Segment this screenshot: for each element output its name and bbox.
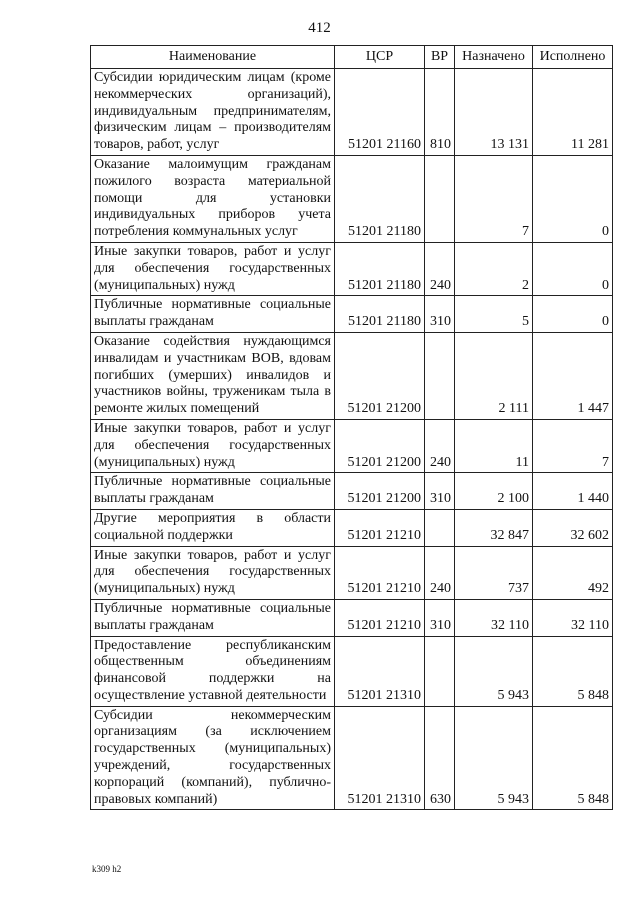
cell-vr — [425, 636, 455, 706]
cell-assigned: 2 — [455, 242, 533, 295]
cell-executed: 5 848 — [533, 636, 613, 706]
cell-vr: 810 — [425, 69, 455, 156]
cell-executed: 0 — [533, 296, 613, 333]
cell-csr: 51201 21160 — [335, 69, 425, 156]
cell-name: Иные закупки товаров, работ и услуг для обеспечения государственных (муниципальных) нужд — [91, 242, 335, 295]
cell-executed: 0 — [533, 242, 613, 295]
cell-name: Другие мероприятия в области социальной поддержки — [91, 509, 335, 546]
cell-name: Иные закупки товаров, работ и услуг для обеспечения государственных (муниципальных) нужд — [91, 419, 335, 472]
cell-name: Оказание содействия нуждающимся инвалидам и участникам ВОВ, вдовам погибших (умерших) инвалидов и участников войны, труженикам тыла в ремонте жилых помещений — [91, 332, 335, 419]
cell-name: Публичные нормативные социальные выплаты гражданам — [91, 473, 335, 510]
table-row — [91, 473, 613, 510]
footer-code: k309 h2 — [92, 864, 122, 874]
cell-csr: 51201 21180 — [335, 155, 425, 242]
cell-executed: 32 602 — [533, 509, 613, 546]
cell-csr: 51201 21310 — [335, 636, 425, 706]
table-row — [91, 419, 613, 472]
cell-name: Публичные нормативные социальные выплаты гражданам — [91, 296, 335, 333]
cell-assigned: 7 — [455, 155, 533, 242]
cell-vr: 240 — [425, 419, 455, 472]
cell-assigned: 11 — [455, 419, 533, 472]
cell-executed: 0 — [533, 155, 613, 242]
cell-executed: 11 281 — [533, 69, 613, 156]
cell-vr: 310 — [425, 296, 455, 333]
cell-csr: 51201 21180 — [335, 242, 425, 295]
cell-csr: 51201 21210 — [335, 546, 425, 599]
table-row — [91, 296, 613, 333]
header-assigned: Назначено — [455, 46, 533, 69]
cell-assigned: 2 111 — [455, 332, 533, 419]
cell-vr: 630 — [425, 706, 455, 810]
table-body — [91, 69, 613, 810]
cell-name: Оказание малоимущим гражданам пожилого возраста материальной помощи для установки индивидуальных приборов учета потребления коммунальных услуг — [91, 155, 335, 242]
table-row — [91, 546, 613, 599]
cell-vr: 310 — [425, 473, 455, 510]
cell-executed: 7 — [533, 419, 613, 472]
table-row — [91, 155, 613, 242]
cell-vr — [425, 332, 455, 419]
cell-csr: 51201 21310 — [335, 706, 425, 810]
table-header-row — [91, 46, 613, 69]
table-row — [91, 706, 613, 810]
cell-executed: 1 447 — [533, 332, 613, 419]
cell-vr: 310 — [425, 599, 455, 636]
budget-table — [90, 45, 613, 810]
cell-csr: 51201 21200 — [335, 473, 425, 510]
header-csr: ЦСР — [335, 46, 425, 69]
cell-vr — [425, 155, 455, 242]
cell-assigned: 737 — [455, 546, 533, 599]
cell-name: Иные закупки товаров, работ и услуг для обеспечения государственных (муниципальных) нужд — [91, 546, 335, 599]
cell-csr: 51201 21180 — [335, 296, 425, 333]
table-row — [91, 69, 613, 156]
cell-executed: 492 — [533, 546, 613, 599]
cell-name: Субсидии юридическим лицам (кроме некоммерческих организаций), индивидуальным предпринимателям, физическим лицам – производителям товаров, работ, услуг — [91, 69, 335, 156]
cell-vr: 240 — [425, 546, 455, 599]
cell-name: Субсидии некоммерческим организациям (за исключением государственных (муниципальных) учреждений, государственных корпораций (компаний), публично-правовых компаний) — [91, 706, 335, 810]
cell-assigned: 2 100 — [455, 473, 533, 510]
cell-assigned: 5 943 — [455, 706, 533, 810]
cell-csr: 51201 21210 — [335, 599, 425, 636]
header-name: Наименование — [91, 46, 335, 69]
cell-csr: 51201 21200 — [335, 419, 425, 472]
table-row — [91, 242, 613, 295]
cell-assigned: 13 131 — [455, 69, 533, 156]
cell-name: Публичные нормативные социальные выплаты гражданам — [91, 599, 335, 636]
cell-assigned: 5 — [455, 296, 533, 333]
cell-csr: 51201 21200 — [335, 332, 425, 419]
header-executed: Исполнено — [533, 46, 613, 69]
page-number: 412 — [308, 20, 331, 36]
cell-assigned: 32 847 — [455, 509, 533, 546]
header-vr: ВР — [425, 46, 455, 69]
cell-csr: 51201 21210 — [335, 509, 425, 546]
cell-executed: 1 440 — [533, 473, 613, 510]
cell-vr — [425, 509, 455, 546]
cell-name: Предоставление республиканским общественным объединениям финансовой поддержки на осуществление уставной деятельности — [91, 636, 335, 706]
table-row — [91, 332, 613, 419]
cell-vr: 240 — [425, 242, 455, 295]
cell-assigned: 32 110 — [455, 599, 533, 636]
table-row — [91, 636, 613, 706]
table-row — [91, 509, 613, 546]
cell-executed: 32 110 — [533, 599, 613, 636]
cell-executed: 5 848 — [533, 706, 613, 810]
table-row — [91, 599, 613, 636]
cell-assigned: 5 943 — [455, 636, 533, 706]
